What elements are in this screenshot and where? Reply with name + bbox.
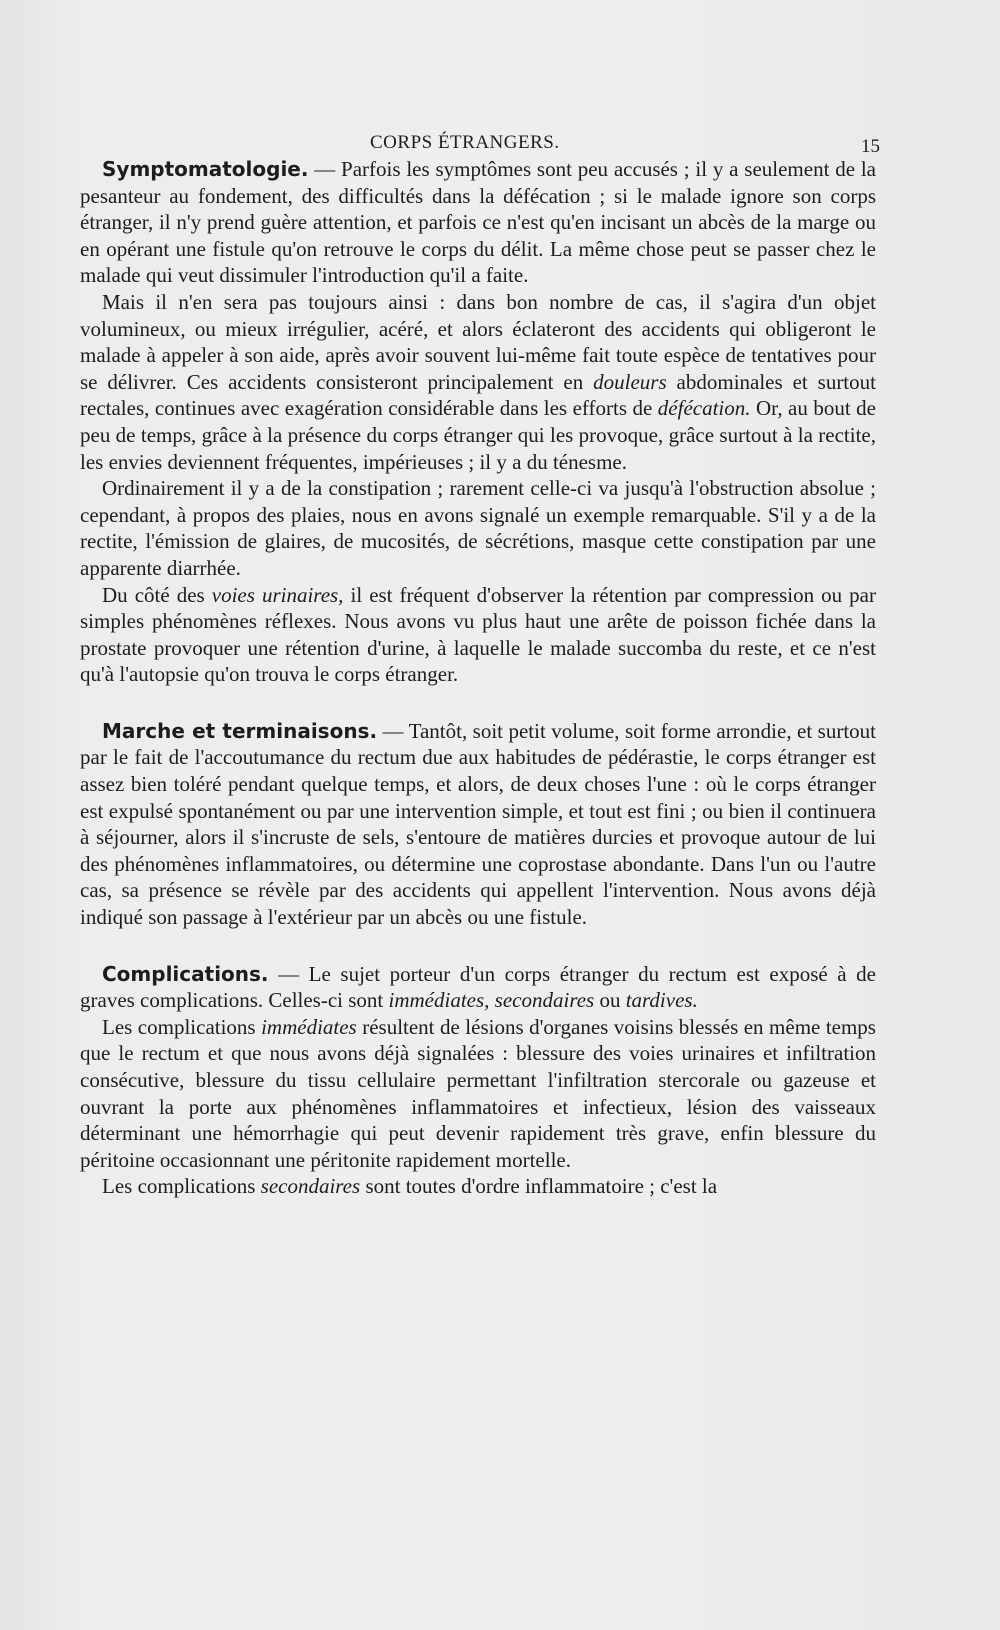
text-run: résultent de lésions d'organes voisins blessés en même temps que le rectum et que nous avons déjà signalées : blessure des voies urinaires et infiltration consécutive, blessure du tissu cellulaire permettant l'infiltration stercorale ou gazeuse et ouvrant la porte aux phénomènes inflammatoires et infectieux, lésion des vaisseaux déterminant une hémorrhagie qui peut devenir rapidement très grave, enfin blessure du péritoine occasionnant une péritonite rapidement mortelle.	[80, 1014, 876, 1172]
text-run: sont toutes d'ordre inflammatoire ; c'est la	[360, 1174, 718, 1199]
page-number: 15	[861, 136, 880, 157]
italic-text: immédiates	[261, 1014, 357, 1039]
section-heading: Marche et terminaisons.	[102, 718, 378, 743]
section-heading: Complications.	[102, 961, 269, 986]
section-heading: Symptomatologie.	[102, 157, 309, 181]
running-title: CORPS ÉTRANGERS.	[370, 132, 560, 153]
section-lead-paragraph	[80, 718, 876, 931]
body-paragraph	[80, 1014, 876, 1174]
text-run: ou	[594, 988, 626, 1013]
text-run: il est fréquent d'observer la rétention par compression ou par simples phénomènes réflexes. Nous avons vu plus haut une arête de poisson fichée dans la prostate provoquer une rétention d'urine, à laquelle le malade succomba du reste, et ce n'est qu'à l'autopsie qu'on trouva le corps étranger.	[80, 582, 876, 687]
text-run: — Le sujet porteur d'un corps étranger du rectum est exposé à de graves complications. Celles-ci sont	[80, 961, 876, 1013]
section-lead-paragraph	[80, 156, 876, 289]
italic-text: immédiates, secondaires	[388, 988, 595, 1013]
italic-text: secondaires	[260, 1174, 361, 1199]
text-run: Les complications	[102, 1014, 262, 1039]
body-paragraph	[80, 475, 876, 581]
italic-text: douleurs	[593, 369, 667, 394]
text-run: abdominales et surtout rectales, continues avec exagération considérable dans les efforts de	[80, 369, 876, 421]
text-run: Les complications	[102, 1174, 261, 1199]
text-run: Or, au bout de peu de temps, grâce à la présence du corps étranger qui les provoque, grâce surtout à la rectite, les envies deviennent fréquentes, impérieuses ; il y a du ténesme.	[80, 396, 876, 474]
italic-text: voies urinaires,	[211, 582, 344, 607]
body-paragraph	[80, 582, 876, 688]
italic-text: défécation.	[657, 396, 751, 421]
text-run: Ordinairement il y a de la constipation ; rarement celle-ci va jusqu'à l'obstruction absolue ; cependant, à propos des plaies, nous en avons signalé un exemple remarquable. S'il y a de la rectite, l'émission de glaires, de mucosités, de sécrétions, masque cette constipation par une apparente diarrhée.	[80, 476, 876, 580]
body-text	[80, 156, 876, 1200]
text-run: Du côté des	[102, 582, 212, 607]
body-paragraph	[80, 289, 876, 475]
body-paragraph	[80, 1173, 876, 1200]
text-run: — Parfois les symptômes sont peu accusés ; il y a seulement de la pesanteur au fondement, des difficultés dans la défécation ; si le malade ignore son corps étranger, il n'y prend guère attention, et parfois ce n'est qu'en incisant un abcès de la marge ou en opérant une fistule qu'on retrouve le corps du délit. La même chose peut se passer chez le malade qui veut dissimuler l'introduction qu'il a faite.	[80, 157, 876, 288]
section-lead-paragraph	[80, 961, 876, 1014]
text-run: Mais il n'en sera pas toujours ainsi : dans bon nombre de cas, il s'agira d'un objet volumineux, ou mieux irrégulier, acéré, et alors éclateront des accidents qui obligeront le malade à appeler à son aide, après avoir souvent lui-même fait toute espèce de tentatives pour se délivrer. Ces accidents consisteront principalement en	[80, 289, 876, 394]
italic-text: tardives.	[625, 988, 698, 1013]
text-run: — Tantôt, soit petit volume, soit forme arrondie, et surtout par le fait de l'accoutumance du rectum due aux habitudes de pédérastie, le corps étranger est assez bien toléré pendant quelque temps, et alors, de deux choses l'une : où le corps étranger est expulsé spontanément ou par une intervention simple, et tout est fini ; ou bien il continuera à séjourner, alors il s'incruste de sels, s'entoure de matières durcies et provoque autour de lui des phénomènes inflammatoires, ou détermine une coprostase abondante. Dans l'un ou l'autre cas, sa présence se révèle par des accidents qui appellent l'intervention. Nous avons déjà indiqué son passage à l'extérieur par un abcès ou une fistule.	[80, 718, 876, 930]
